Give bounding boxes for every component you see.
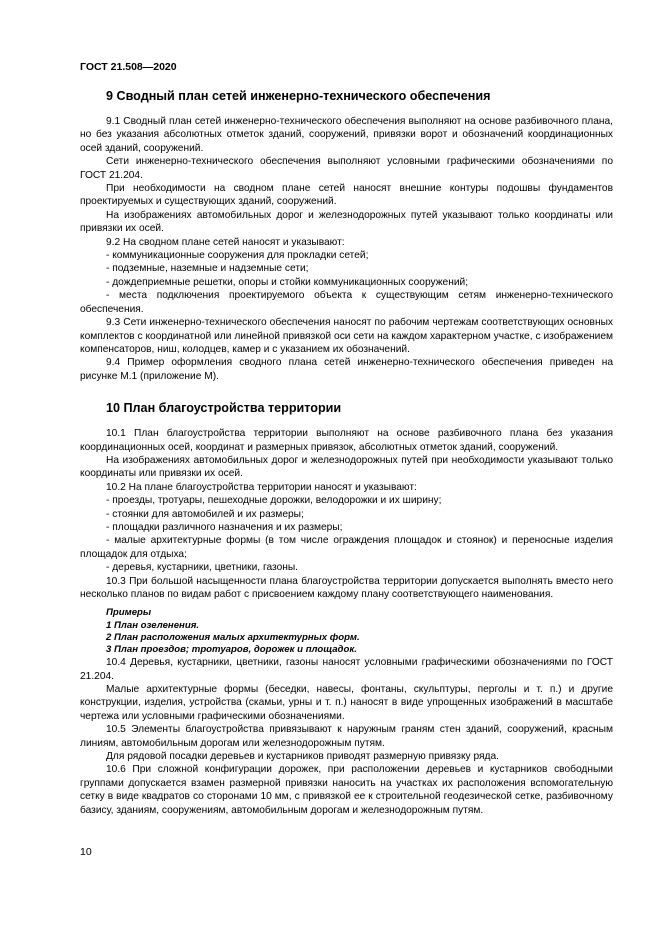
example-item: 1 План озеленения. — [106, 619, 200, 631]
list-item: - деревья, кустарники, цветники, газоны. — [106, 562, 299, 574]
paragraph: 9.3 Сети инженерно-технического обеспечения наносят по рабочим чертежам соответствующих основных комплектов с координатной или линейной привязкой оси сети на каждом характерном участке, с изображением компенсаторов, ниш, колодцев, камер и с указанием их обозначений. — [80, 317, 613, 355]
paragraph: 10.5 Элементы благоустройства привязывают к наружным граням стен зданий, сооружений, красным линиям, автомобильным дорогам или железнодорожным путям. — [80, 724, 613, 749]
paragraph: 10.1 План благоустройства территории выполняют на основе разбивочного плана без указания координационных осей, координат и размерных привязок, абсолютных отметок зданий, сооружений. — [80, 428, 613, 453]
example-item: 2 План расположения малых архитектурных форм. — [106, 631, 360, 643]
paragraph: На изображениях автомобильных дорог и железнодорожных путей указывают только координаты или привязки их осей. — [80, 209, 613, 235]
list-item: - площадки различного назначения и их размеры; — [106, 521, 343, 533]
list-item: - проезды, тротуары, пешеходные дорожки, велодорожки и их ширину; — [106, 495, 442, 507]
document-header: ГОСТ 21.508—2020 — [80, 61, 177, 73]
paragraph: 9.2 На сводном плане сетей наносят и указывают: — [106, 236, 345, 248]
examples-heading: Примеры — [106, 607, 152, 619]
paragraph: 10.2 На плане благоустройства территории наносят и указывают: — [106, 481, 417, 493]
list-item: - подземные, наземные и надземные сети; — [106, 263, 309, 275]
examples-block — [80, 607, 613, 656]
list-item: - стоянки для автомобилей и их размеры; — [106, 508, 304, 520]
paragraph: При необходимости на сводном плане сетей наносят внешние контуры подошвы фундаментов проектируемых и существующих зданий, сооружений. — [80, 183, 613, 208]
list-item: - дождеприемные решетки, опоры и стойки коммуникационных сооружений; — [106, 276, 469, 288]
paragraph: Малые архитектурные формы (беседки, навесы, фонтаны, скульптуры, перголы и т. п.) и другие конструкции, изделия, устройства (скамьи, урны и т. п.) наносят в виде упрощенных изображений в масштабе чертежа или условными графическими обозначениями. — [80, 684, 613, 722]
list-item: - места подключения проектируемого объекта к существующим сетям инженерно-технического обеспечения. — [80, 290, 613, 315]
paragraph: На изображениях автомобильных дорог и железнодорожных путей при необходимости указывают только координаты или привязки их осей. — [80, 454, 613, 480]
page-number: 10 — [80, 846, 92, 858]
section-10-title: 10 План благоустройства территории — [106, 401, 342, 416]
paragraph: 10.3 При большой насыщенности плана благоустройства территории допускается выполнять вместо него несколько планов по видам работ с присвоением каждому плану соответствующего наименования. — [80, 575, 613, 600]
paragraph: 10.4 Деревья, кустарники, цветники, газоны наносят условными графическими обозначениями по ГОСТ 21.204. — [80, 657, 613, 682]
paragraph: Для рядовой посадки деревьев и кустарников приводят размерную привязку ряда. — [106, 751, 499, 763]
paragraph: 9.4 Пример оформления сводного плана сетей инженерно-технического обеспечения приведен на рисунке М.1 (приложение М). — [80, 357, 613, 382]
paragraph: Сети инженерно-технического обеспечения выполняют условными графическими обозначениями по ГОСТ 21.204. — [80, 156, 613, 181]
paragraph: 9.1 Сводный план сетей инженерно-технического обеспечения выполняют на основе разбивочного плана, но без указания абсолютных отметок зданий, сооружений, привязки ворот и обозначений координационных осей зданий, сооружений. — [80, 116, 613, 154]
paragraph: 10.6 При сложной конфигурации дорожек, при расположении деревьев и кустарников свободными группами допускается взамен размерной привязки наносить на участках их расположения вспомогательную сетку в виде квадратов со сторонами 10 мм, с привязкой ее к строительной геодезической сетке, разбивочному базису, зданиям, сооружениям, автомобильным дорогам и железнодорожным путям. — [80, 764, 613, 816]
section-9-title: 9 Сводный план сетей инженерно-технического обеспечения — [106, 89, 491, 103]
list-item: - малые архитектурные формы (в том числе ограждения площадок и стоянок) и переносные изделия площадок для отдыха; — [80, 535, 613, 560]
page-content — [80, 88, 613, 817]
list-item: - коммуникационные сооружения для прокладки сетей; — [106, 250, 369, 262]
example-item: 3 План проездов; тротуаров, дорожек и площадок. — [106, 644, 357, 656]
